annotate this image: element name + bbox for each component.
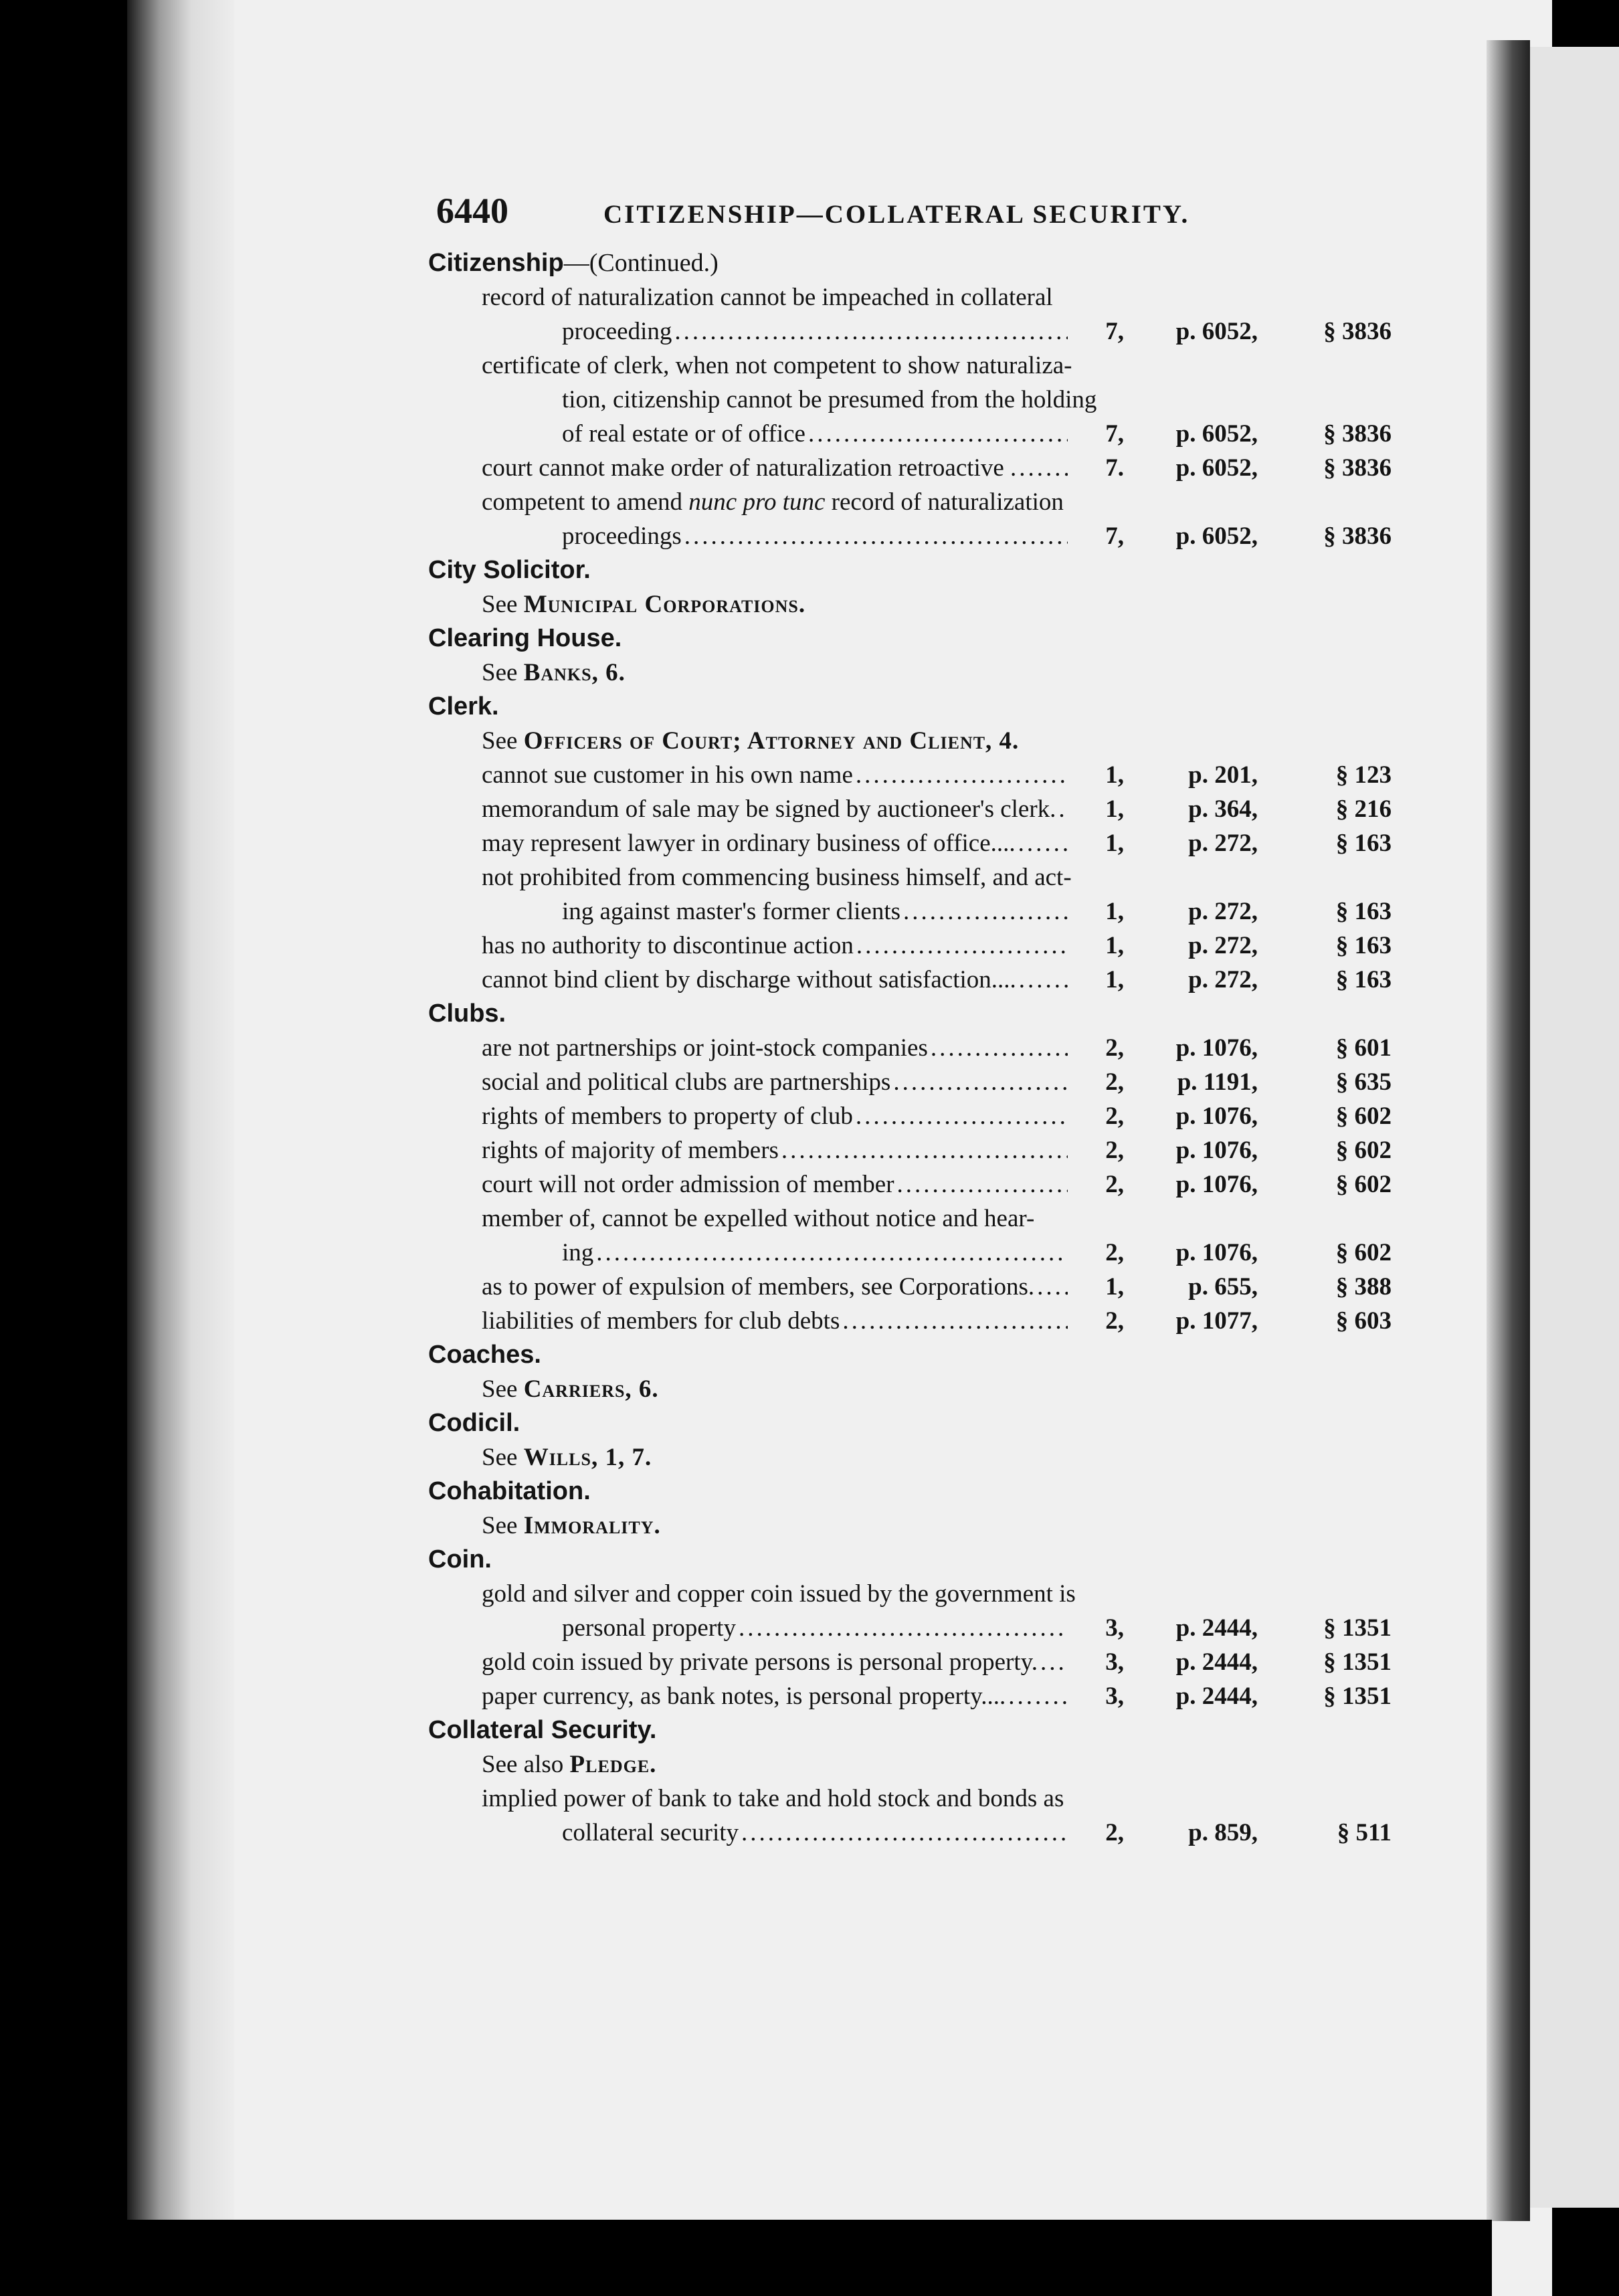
heading-text: Codicil.: [428, 1409, 520, 1437]
see-target: Carriers, 6.: [523, 1375, 659, 1403]
index-entry: [428, 758, 1392, 792]
entry-text-continued: proceedings: [562, 522, 682, 550]
citation-page: p. 1076,: [1175, 1171, 1258, 1198]
entry-text: paper currency, as bank notes, is personal property....: [482, 1683, 1006, 1710]
see-label: See: [482, 1375, 524, 1403]
index-entry: [428, 1645, 1392, 1679]
index-heading: [428, 690, 1392, 724]
leader-dots: [1058, 792, 1068, 826]
citation-page: p. 272,: [1188, 898, 1258, 925]
entry-text: memorandum of sale may be signed by auctioneer's clerk.: [482, 795, 1056, 823]
leader-dots: [856, 929, 1068, 963]
citation-page: p. 6052,: [1175, 318, 1258, 345]
citation-section: § 163: [1335, 966, 1392, 993]
citation: [1070, 929, 1392, 963]
index-sections: [428, 246, 1392, 1850]
see-target: Immorality.: [523, 1512, 661, 1539]
entry-last-line: [482, 417, 1392, 451]
citation-volume: 2,: [1105, 1137, 1124, 1164]
page-edge-shadow: [1487, 40, 1530, 2221]
heading-text: Collateral Security.: [428, 1716, 657, 1744]
see-label: See: [482, 659, 524, 686]
citation-page: p. 201,: [1188, 761, 1258, 789]
citation: [1070, 1645, 1392, 1679]
citation-section: § 603: [1335, 1307, 1392, 1335]
entry-text-continued: collateral security: [562, 1819, 739, 1846]
heading-text: Coaches.: [428, 1341, 541, 1369]
page-header: [436, 191, 1392, 246]
entry-text: liabilities of members for club debts: [482, 1307, 840, 1335]
entry-text: are not partnerships or joint-stock companies: [482, 1034, 928, 1062]
entry-text: cannot sue customer in his own name: [482, 761, 853, 789]
heading-text: Clerk.: [428, 692, 499, 721]
index-heading: [428, 1474, 1392, 1509]
index-entry: [428, 1304, 1392, 1338]
leader-dots: [1019, 963, 1068, 997]
see-label: See: [482, 1444, 524, 1471]
entry-text-continued: personal property: [562, 1614, 736, 1642]
next-page-edge: [1530, 47, 1619, 2208]
index-entry: [428, 929, 1392, 963]
citation: [1070, 1065, 1392, 1099]
citation: [1070, 826, 1392, 860]
leader-dots: [808, 417, 1068, 451]
index-entry: [428, 451, 1392, 485]
cross-reference: [428, 1372, 1392, 1406]
index-entry: [428, 963, 1392, 997]
citation: [1070, 963, 1392, 997]
entry-text: may represent lawyer in ordinary business of office....: [482, 830, 1016, 857]
citation-page: p. 1076,: [1175, 1034, 1258, 1062]
citation-page: p. 655,: [1188, 1273, 1258, 1301]
see-label: See also: [482, 1751, 570, 1778]
entry-text: court will not order admission of member: [482, 1171, 894, 1198]
leader-dots: [931, 1031, 1068, 1065]
citation: [1070, 1679, 1392, 1713]
see-target: Wills, 1, 7.: [523, 1444, 652, 1471]
citation-section: § 163: [1335, 932, 1392, 959]
entry-text: rights of majority of members: [482, 1137, 779, 1164]
heading-text: Clearing House.: [428, 624, 622, 652]
citation: [1070, 1031, 1392, 1065]
citation-section: § 123: [1335, 761, 1392, 789]
citation-volume: 2,: [1105, 1034, 1124, 1062]
citation-page: p. 2444,: [1175, 1683, 1258, 1710]
citation-section: § 1351: [1323, 1683, 1392, 1710]
index-heading: [428, 997, 1392, 1031]
cross-reference: [428, 1747, 1392, 1782]
see-label: See: [482, 727, 524, 755]
index-entry: [428, 1031, 1392, 1065]
entry-text: implied power of bank to take and hold stock and bonds as: [482, 1785, 1064, 1812]
citation-section: § 1351: [1323, 1614, 1392, 1642]
entry-last-line: [482, 314, 1392, 349]
citation-section: § 216: [1335, 795, 1392, 823]
leader-dots: [1008, 1679, 1068, 1713]
index-content: [428, 191, 1392, 1850]
cross-reference: [428, 587, 1392, 621]
entry-text: social and political clubs are partnerships: [482, 1068, 891, 1096]
citation-page: p. 6052,: [1175, 420, 1258, 448]
index-entry: [428, 485, 1392, 553]
citation: [1070, 314, 1392, 349]
citation-page: p. 272,: [1188, 830, 1258, 857]
citation-volume: 3,: [1105, 1683, 1124, 1710]
citation-volume: 2,: [1105, 1171, 1124, 1198]
citation-volume: 7,: [1105, 522, 1124, 550]
continued-note: —(Continued.): [563, 249, 719, 277]
index-heading: [428, 1543, 1392, 1577]
cross-reference: [428, 1440, 1392, 1474]
citation-volume: 1,: [1105, 932, 1124, 959]
citation-page: p. 1191,: [1177, 1068, 1258, 1096]
citation: [1070, 519, 1392, 553]
entry-last-line: [482, 1236, 1392, 1270]
entry-text: court cannot make order of naturalization retroactive .: [482, 454, 1017, 482]
page-number: 6440: [436, 191, 508, 231]
citation-page: p. 272,: [1188, 966, 1258, 993]
citation-page: p. 6052,: [1175, 522, 1258, 550]
entry-text: as to power of expulsion of members, see Corporations.: [482, 1273, 1035, 1301]
leader-dots: [893, 1065, 1068, 1099]
citation-section: § 163: [1335, 830, 1392, 857]
citation-volume: 7,: [1105, 318, 1124, 345]
leader-dots: [741, 1816, 1068, 1850]
citation-section: § 602: [1335, 1103, 1392, 1130]
citation: [1070, 1816, 1392, 1850]
citation-volume: 1,: [1105, 830, 1124, 857]
citation-volume: 2,: [1105, 1239, 1124, 1266]
citation-volume: 1,: [1105, 898, 1124, 925]
citation: [1070, 451, 1392, 485]
citation: [1070, 1099, 1392, 1133]
leader-dots: [856, 758, 1068, 792]
citation-page: p. 1076,: [1175, 1137, 1258, 1164]
entry-text: certificate of clerk, when not competent to show naturaliza-: [482, 352, 1072, 379]
entry-last-line: [482, 519, 1392, 553]
see-target: Municipal Corporations.: [523, 591, 806, 618]
index-entry: [428, 1577, 1392, 1645]
index-entry: [428, 1782, 1392, 1850]
citation-section: § 1351: [1323, 1648, 1392, 1676]
citation-page: p. 364,: [1188, 795, 1258, 823]
index-heading: [428, 553, 1392, 587]
citation-volume: 2,: [1105, 1307, 1124, 1335]
citation-volume: 7,: [1105, 420, 1124, 448]
citation-section: § 511: [1337, 1819, 1392, 1846]
heading-text: Coin.: [428, 1545, 492, 1573]
citation-volume: 3,: [1105, 1614, 1124, 1642]
index-entry: [428, 1099, 1392, 1133]
entry-text-continued: ing: [562, 1239, 594, 1266]
leader-dots: [903, 894, 1068, 929]
citation: [1070, 792, 1392, 826]
entry-text-continued: ing against master's former clients: [562, 898, 901, 925]
citation-volume: 1,: [1105, 1273, 1124, 1301]
entry-text: cannot bind client by discharge without satisfaction....: [482, 966, 1016, 993]
see-label: See: [482, 591, 524, 618]
entry-text: has no authority to discontinue action: [482, 932, 854, 959]
index-entry: [428, 792, 1392, 826]
index-entry: [428, 1133, 1392, 1167]
entry-text-continued: proceeding: [562, 318, 672, 345]
index-heading: [428, 621, 1392, 656]
entry-last-line: [482, 1816, 1392, 1850]
see-target: Officers of Court; Attorney and Client, 4.: [523, 727, 1020, 755]
leader-dots: [1018, 826, 1068, 860]
leader-dots: [1037, 1270, 1068, 1304]
entry-last-line: [482, 894, 1392, 929]
heading-text: Clubs.: [428, 999, 506, 1028]
heading-text: Citizenship: [428, 249, 564, 277]
entry-text: not prohibited from commencing business himself, and act-: [482, 864, 1072, 891]
citation: [1070, 894, 1392, 929]
citation-volume: 3,: [1105, 1648, 1124, 1676]
index-heading: [428, 1338, 1392, 1372]
citation-section: § 3836: [1323, 318, 1392, 345]
leader-dots: [781, 1133, 1068, 1167]
index-entry: [428, 280, 1392, 349]
book-gutter: [127, 0, 234, 2296]
citation-page: p. 6052,: [1175, 454, 1258, 482]
citation-page: p. 272,: [1188, 932, 1258, 959]
citation-volume: 2,: [1105, 1819, 1124, 1846]
running-title: CITIZENSHIP—COLLATERAL SECURITY.: [603, 200, 1190, 229]
cross-reference: [428, 724, 1392, 758]
citation-page: p. 2444,: [1175, 1648, 1258, 1676]
index-entry: [428, 826, 1392, 860]
entry-text: gold and silver and copper coin issued by the government is: [482, 1580, 1076, 1608]
entry-text: rights of members to property of club: [482, 1103, 853, 1130]
citation-section: § 635: [1335, 1068, 1392, 1096]
scan-border: [127, 2220, 1492, 2296]
index-entry: [428, 349, 1392, 451]
entry-text-continued: tion, citizenship cannot be presumed from the holding: [562, 386, 1097, 413]
entry-text: member of, cannot be expelled without notice and hear-: [482, 1205, 1035, 1232]
leader-dots: [739, 1611, 1068, 1645]
citation: [1070, 1133, 1392, 1167]
index-entry: [428, 1270, 1392, 1304]
entry-last-line: [482, 1611, 1392, 1645]
citation-page: p. 1076,: [1175, 1239, 1258, 1266]
citation-page: p. 1077,: [1175, 1307, 1258, 1335]
citation: [1070, 1167, 1392, 1202]
citation: [1070, 758, 1392, 792]
leader-dots: [1040, 1645, 1068, 1679]
heading-text: City Solicitor.: [428, 556, 591, 584]
citation: [1070, 1270, 1392, 1304]
citation-page: p. 1076,: [1175, 1103, 1258, 1130]
citation-volume: 2,: [1105, 1103, 1124, 1130]
citation: [1070, 1304, 1392, 1338]
leader-dots: [856, 1099, 1068, 1133]
index-heading: [428, 1406, 1392, 1440]
cross-reference: [428, 1509, 1392, 1543]
leader-dots: [596, 1236, 1068, 1270]
see-label: See: [482, 1512, 524, 1539]
citation-section: § 3836: [1323, 454, 1392, 482]
cross-reference: [428, 656, 1392, 690]
leader-dots: [674, 314, 1068, 349]
citation-section: § 163: [1335, 898, 1392, 925]
citation-section: § 388: [1335, 1273, 1392, 1301]
citation-section: § 3836: [1323, 420, 1392, 448]
index-entry: [428, 1167, 1392, 1202]
citation-section: § 3836: [1323, 522, 1392, 550]
index-entry: [428, 1065, 1392, 1099]
citation: [1070, 417, 1392, 451]
leader-dots: [684, 519, 1068, 553]
citation-section: § 602: [1335, 1239, 1392, 1266]
entry-text-continued: of real estate or of office: [562, 420, 805, 448]
entry-text: gold coin issued by private persons is personal property.: [482, 1648, 1038, 1676]
leader-dots: [842, 1304, 1068, 1338]
citation-section: § 602: [1335, 1137, 1392, 1164]
leader-dots: [1019, 451, 1068, 485]
citation-page: p. 859,: [1188, 1819, 1258, 1846]
citation-section: § 602: [1335, 1171, 1392, 1198]
index-entry: [428, 1202, 1392, 1270]
citation-volume: 1,: [1105, 966, 1124, 993]
citation-volume: 7.: [1105, 454, 1124, 482]
citation-volume: 2,: [1105, 1068, 1124, 1096]
citation-volume: 1,: [1105, 795, 1124, 823]
index-entry: [428, 1679, 1392, 1713]
citation-volume: 1,: [1105, 761, 1124, 789]
citation-section: § 601: [1335, 1034, 1392, 1062]
see-target: Banks, 6.: [523, 659, 626, 686]
citation: [1070, 1236, 1392, 1270]
entry-text: competent to amend nunc pro tunc record of naturalization: [482, 488, 1064, 516]
leader-dots: [897, 1167, 1068, 1202]
index-heading: [428, 1713, 1392, 1747]
index-entry: [428, 860, 1392, 929]
citation: [1070, 1611, 1392, 1645]
citation-page: p. 2444,: [1175, 1614, 1258, 1642]
index-heading: [428, 246, 1392, 280]
heading-text: Cohabitation.: [428, 1477, 591, 1505]
entry-text: record of naturalization cannot be impeached in collateral: [482, 284, 1053, 311]
see-target: Pledge.: [569, 1751, 657, 1778]
